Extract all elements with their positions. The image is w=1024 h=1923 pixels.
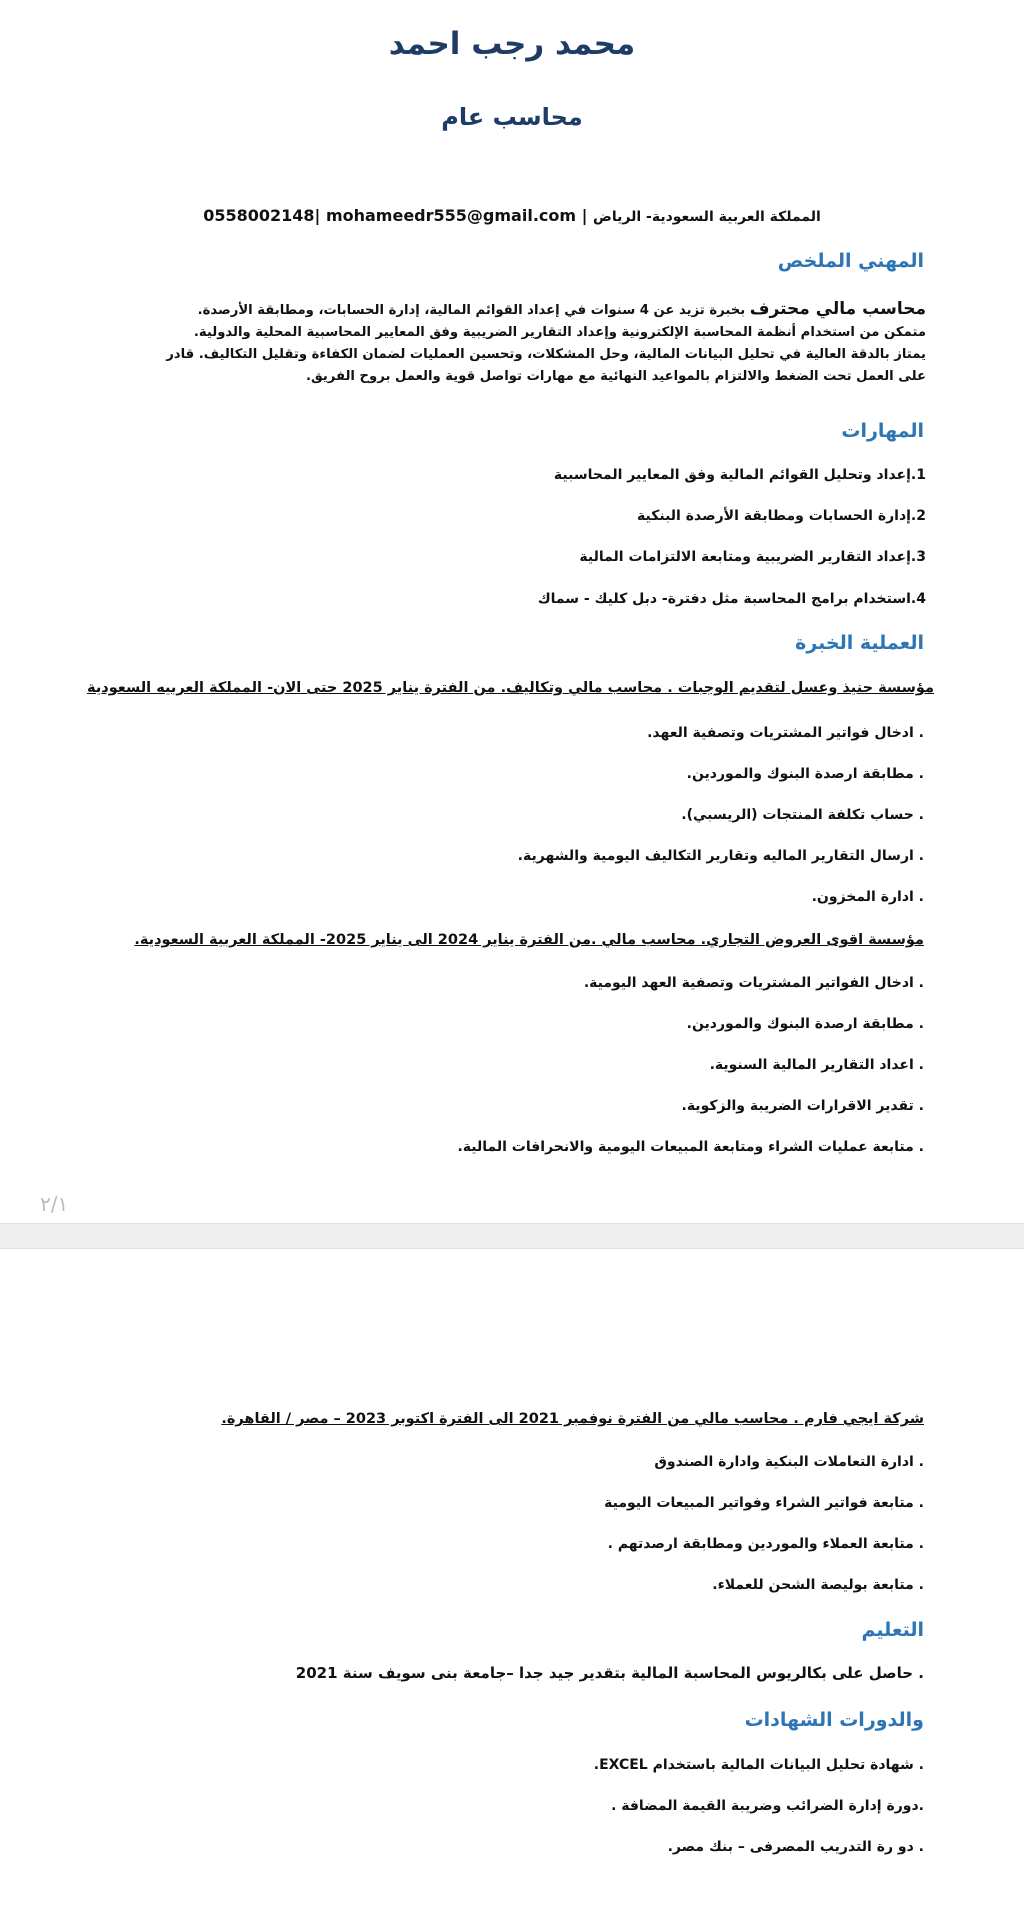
candidate-name: محمد رجب احمد — [388, 26, 636, 62]
contact-location: المملكة العربية السعودية- الرياض — [593, 209, 821, 225]
resume-page-2 — [0, 1249, 1024, 1923]
job-title-line: شركة ايجي فارم . محاسب مالي من الفترة نوفمبر 2021 الى الفترة اكتوبر 2023 – مصر / القاهرة. — [221, 1411, 924, 1427]
job-task: . ادخال فواتير المشتريات وتصفية العهد. — [647, 725, 924, 741]
contact-phone: 0558002148| — [203, 206, 321, 225]
skill-item: 1.إعداد وتحليل القوائم المالية وفق المعايير المحاسبية — [553, 467, 926, 483]
skill-item: 3.إعداد التقارير الضريبية ومتابعة الالتزامات المالية — [579, 549, 926, 565]
contact-email: mohameedr555@gmail.com | — [325, 206, 588, 225]
job-title-line: مؤسسة حنيذ وعسل لتقديم الوجبات . محاسب مالي وتكاليف. من الفترة يناير 2025 حتى الان- المملكة العربيه السعودية — [87, 680, 934, 696]
job-task: . تقدير الاقرارات الضريبة والزكوية. — [681, 1098, 924, 1114]
job-task: . حساب تكلفة المنتجات (الريسبي). — [681, 807, 924, 823]
job-task: . مطابقة ارصدة البنوك والموردين. — [686, 766, 924, 782]
job-task: . متابعة عمليات الشراء ومتابعة المبيعات اليومية والانحرافات المالية. — [457, 1139, 924, 1155]
education-item: . حاصل على بكالريوس المحاسبة المالية بتقدير جيد جدا –جامعة بنى سويف سنة 2021 — [295, 1664, 924, 1682]
page-indicator: ٢/١ — [40, 1192, 69, 1216]
job-task: . ادخال الفواتير المشتريات وتصفية العهد اليومية. — [583, 975, 924, 991]
job-task: . ارسال التقارير الماليه وتقارير التكاليف اليومية والشهرية. — [517, 848, 924, 864]
job-title: محاسب عام — [441, 103, 583, 131]
certificate-item: .دورة إدارة الضرائب وضريبة القيمة المضافة . — [611, 1798, 924, 1814]
job-task: . متابعة العملاء والموردين ومطابقة ارصدتهم . — [607, 1536, 924, 1552]
summary-lead: محاسب مالي محترف — [749, 299, 926, 319]
certificate-item: . دو رة التدريب المصرفى – بنك مصر. — [667, 1839, 924, 1855]
job-task: . متابعة بوليصة الشحن للعملاء. — [712, 1577, 924, 1593]
page-separator — [0, 1223, 1024, 1249]
skill-item: 4.استخدام برامج المحاسبة مثل دفترة- دبل كليك - سماك — [537, 591, 926, 607]
summary-heading: المهني الملخص — [777, 250, 924, 272]
summary-paragraph — [166, 298, 926, 388]
experience-heading: العملية الخبرة — [795, 632, 924, 654]
skill-item: 2.إدارة الحسابات ومطابقة الأرصدة البنكية — [637, 508, 926, 524]
summary-text: بخبرة تزيد عن 4 سنوات في إعداد القوائم المالية، إدارة الحسابات، ومطابقة الأرصدة. متمكن من استخدام أنظمة المحاسبة الإلكترونية وإعداد التقارير الضريبية وفق المعايير المحاسبية المحلية والدولية. يمتاز بالدقة العالية في تحليل البيانات المالية، وحل المشكلات، وتحسين العمليات لضمان الكفاءة وتقليل التكاليف. قادر على العمل تحت الضغط والالتزام بالمواعيد النهائية مع مهارات تواصل قوية والعمل بروح الفريق. — [166, 303, 926, 384]
skills-heading: المهارات — [841, 420, 924, 442]
job-task: . ادارة التعاملات البنكية وادارة الصندوق — [654, 1454, 924, 1470]
certificates-heading: والدورات الشهادات — [744, 1709, 924, 1731]
certificate-item: . شهادة تحليل البيانات المالية باستخدام EXCEL. — [593, 1757, 924, 1773]
education-heading: التعليم — [861, 1619, 924, 1641]
contact-line — [0, 206, 1024, 225]
job-task: . ادارة المخزون. — [811, 889, 924, 905]
job-task: . اعداد التقارير المالية السنوية. — [709, 1057, 924, 1073]
job-task: . مطابقة ارصدة البنوك والموردين. — [686, 1016, 924, 1032]
job-title-line: مؤسسة اقوى العروض التجاري. محاسب مالي .من الفترة يناير 2024 الى يناير 2025- المملكة العربية السعودية. — [134, 932, 924, 948]
job-task: . متابعة فواتير الشراء وفواتير المبيعات اليومية — [604, 1495, 924, 1511]
